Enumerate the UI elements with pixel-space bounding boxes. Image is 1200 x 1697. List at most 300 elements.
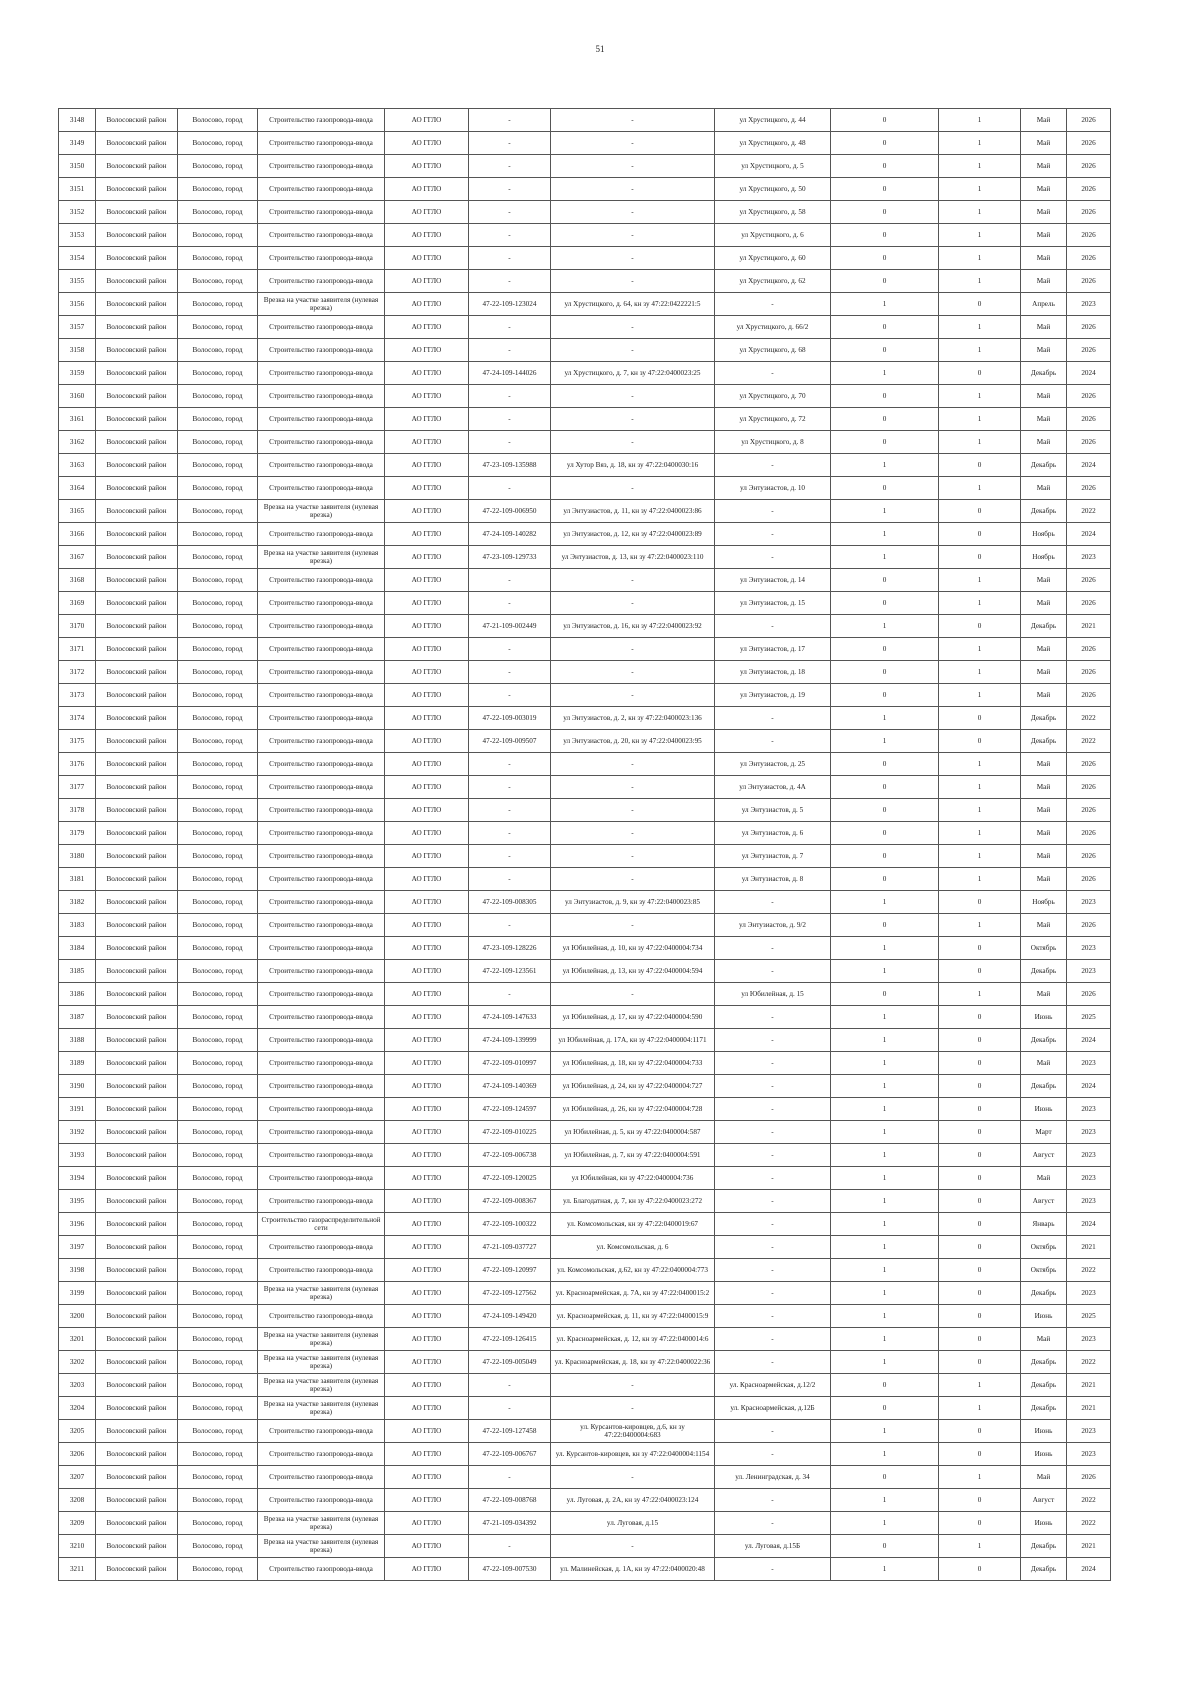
cell-year: 2026 <box>1067 822 1111 845</box>
cell-cadastral-address: ул Юбилейная, д. 17, кн зу 47:22:0400004:590 <box>551 1006 715 1029</box>
cell-year: 2022 <box>1067 1512 1111 1535</box>
cell-month: Май <box>1021 1466 1067 1489</box>
cell-row-number: 3192 <box>59 1121 96 1144</box>
cell-count-b: 0 <box>939 1282 1021 1305</box>
cell-settlement: Волосово, город <box>178 1351 258 1374</box>
cell-year: 2026 <box>1067 270 1111 293</box>
cell-address: ул Хрустицкого, д. 68 <box>715 339 831 362</box>
cell-application-number: - <box>469 109 551 132</box>
cell-district: Волосовский район <box>96 776 178 799</box>
cell-district: Волосовский район <box>96 132 178 155</box>
page-number: 51 <box>595 44 605 54</box>
table-row <box>59 293 1111 316</box>
cell-organization: АО ГГЛО <box>385 224 469 247</box>
cell-month: Май <box>1021 385 1067 408</box>
cell-application-number: 47-24-109-147633 <box>469 1006 551 1029</box>
cell-count-a: 0 <box>831 661 939 684</box>
cell-work-type: Строительство газопровода-ввода <box>258 937 385 960</box>
cell-district: Волосовский район <box>96 178 178 201</box>
cell-row-number: 3154 <box>59 247 96 270</box>
cell-month: Май <box>1021 224 1067 247</box>
cell-work-type: Строительство газопровода-ввода <box>258 1098 385 1121</box>
cell-work-type: Строительство газораспределительной сети <box>258 1213 385 1236</box>
cell-district: Волосовский район <box>96 1535 178 1558</box>
cell-application-number: - <box>469 983 551 1006</box>
cell-month: Май <box>1021 1052 1067 1075</box>
cell-settlement: Волосово, город <box>178 592 258 615</box>
cell-organization: АО ГГЛО <box>385 1052 469 1075</box>
cell-year: 2026 <box>1067 132 1111 155</box>
cell-district: Волосовский район <box>96 523 178 546</box>
cell-work-type: Строительство газопровода-ввода <box>258 592 385 615</box>
cell-month: Октябрь <box>1021 937 1067 960</box>
cell-month: Май <box>1021 638 1067 661</box>
cell-work-type: Строительство газопровода-ввода <box>258 1167 385 1190</box>
cell-settlement: Волосово, город <box>178 155 258 178</box>
cell-year: 2024 <box>1067 1213 1111 1236</box>
cell-work-type: Врезка на участке заявителя (нулевая врезка) <box>258 1512 385 1535</box>
cell-row-number: 3188 <box>59 1029 96 1052</box>
cell-organization: АО ГГЛО <box>385 201 469 224</box>
cell-count-a: 0 <box>831 569 939 592</box>
cell-settlement: Волосово, город <box>178 316 258 339</box>
cell-application-number: - <box>469 592 551 615</box>
cell-settlement: Волосово, город <box>178 1420 258 1443</box>
cell-row-number: 3211 <box>59 1558 96 1581</box>
cell-organization: АО ГГЛО <box>385 1328 469 1351</box>
cell-settlement: Волосово, город <box>178 362 258 385</box>
cell-district: Волосовский район <box>96 730 178 753</box>
cell-organization: АО ГГЛО <box>385 316 469 339</box>
cell-year: 2025 <box>1067 1006 1111 1029</box>
cell-count-b: 1 <box>939 845 1021 868</box>
cell-year: 2024 <box>1067 523 1111 546</box>
cell-year: 2021 <box>1067 1397 1111 1420</box>
table-row <box>59 316 1111 339</box>
cell-month: Май <box>1021 684 1067 707</box>
cell-application-number: 47-22-109-008768 <box>469 1489 551 1512</box>
cell-settlement: Волосово, город <box>178 730 258 753</box>
cell-settlement: Волосово, город <box>178 1075 258 1098</box>
cell-settlement: Волосово, город <box>178 201 258 224</box>
cell-count-a: 1 <box>831 615 939 638</box>
cell-application-number: - <box>469 1397 551 1420</box>
cell-address: ул Энтузиастов, д. 7 <box>715 845 831 868</box>
cell-cadastral-address: ул. Малинейская, д. 1А, кн зу 47:22:0400020:48 <box>551 1558 715 1581</box>
table-row <box>59 638 1111 661</box>
cell-count-b: 1 <box>939 155 1021 178</box>
cell-organization: АО ГГЛО <box>385 1374 469 1397</box>
cell-application-number: - <box>469 638 551 661</box>
cell-count-b: 0 <box>939 1558 1021 1581</box>
cell-settlement: Волосово, город <box>178 1466 258 1489</box>
cell-work-type: Врезка на участке заявителя (нулевая врезка) <box>258 500 385 523</box>
cell-work-type: Строительство газопровода-ввода <box>258 1443 385 1466</box>
cell-year: 2026 <box>1067 477 1111 500</box>
cell-count-a: 0 <box>831 224 939 247</box>
cell-month: Декабрь <box>1021 500 1067 523</box>
cell-count-b: 1 <box>939 201 1021 224</box>
cell-count-a: 1 <box>831 1236 939 1259</box>
cell-cadastral-address: ул Юбилейная, д. 24, кн зу 47:22:0400004:727 <box>551 1075 715 1098</box>
cell-count-a: 1 <box>831 523 939 546</box>
cell-settlement: Волосово, город <box>178 776 258 799</box>
cell-row-number: 3197 <box>59 1236 96 1259</box>
cell-application-number: 47-22-109-010225 <box>469 1121 551 1144</box>
cell-row-number: 3163 <box>59 454 96 477</box>
cell-cadastral-address: ул. Курсантов-кировцев, д.6, кн зу 47:22:0400004:683 <box>551 1420 715 1443</box>
cell-address: - <box>715 1351 831 1374</box>
cell-month: Декабрь <box>1021 1075 1067 1098</box>
cell-cadastral-address: ул Энтузиастов, д. 11, кн зу 47:22:0400023:86 <box>551 500 715 523</box>
cell-year: 2022 <box>1067 730 1111 753</box>
cell-district: Волосовский район <box>96 1006 178 1029</box>
cell-count-b: 0 <box>939 1420 1021 1443</box>
cell-organization: АО ГГЛО <box>385 1098 469 1121</box>
cell-application-number: - <box>469 822 551 845</box>
cell-count-a: 1 <box>831 1328 939 1351</box>
cell-address: ул Хрустицкого, д. 58 <box>715 201 831 224</box>
cell-cadastral-address: ул. Красноармейская, д. 11, кн зу 47:22:0400015:9 <box>551 1305 715 1328</box>
cell-month: Декабрь <box>1021 1351 1067 1374</box>
cell-row-number: 3165 <box>59 500 96 523</box>
cell-year: 2026 <box>1067 845 1111 868</box>
cell-work-type: Врезка на участке заявителя (нулевая врезка) <box>258 1351 385 1374</box>
cell-year: 2026 <box>1067 799 1111 822</box>
cell-cadastral-address: - <box>551 155 715 178</box>
cell-address: ул. Ленинградская, д. 34 <box>715 1466 831 1489</box>
cell-address: - <box>715 960 831 983</box>
cell-month: Май <box>1021 178 1067 201</box>
cell-district: Волосовский район <box>96 799 178 822</box>
cell-cadastral-address: - <box>551 569 715 592</box>
table-row <box>59 1305 1111 1328</box>
cell-district: Волосовский район <box>96 1098 178 1121</box>
cell-count-b: 0 <box>939 707 1021 730</box>
cell-cadastral-address: ул Энтузиастов, д. 13, кн зу 47:22:0400023:110 <box>551 546 715 569</box>
cell-district: Волосовский район <box>96 1075 178 1098</box>
cell-year: 2026 <box>1067 753 1111 776</box>
cell-count-a: 0 <box>831 776 939 799</box>
cell-organization: АО ГГЛО <box>385 569 469 592</box>
cell-address: ул Хрустицкого, д. 8 <box>715 431 831 454</box>
cell-cadastral-address: - <box>551 477 715 500</box>
cell-count-a: 0 <box>831 270 939 293</box>
cell-count-a: 1 <box>831 1259 939 1282</box>
cell-row-number: 3167 <box>59 546 96 569</box>
cell-application-number: - <box>469 477 551 500</box>
cell-count-a: 0 <box>831 592 939 615</box>
cell-district: Волосовский район <box>96 500 178 523</box>
cell-settlement: Волосово, город <box>178 477 258 500</box>
cell-count-b: 1 <box>939 109 1021 132</box>
cell-row-number: 3179 <box>59 822 96 845</box>
cell-month: Август <box>1021 1190 1067 1213</box>
cell-cadastral-address: ул. Красноармейская, д. 12, кн зу 47:22:0400014:6 <box>551 1328 715 1351</box>
cell-district: Волосовский район <box>96 362 178 385</box>
cell-address: ул Энтузиастов, д. 10 <box>715 477 831 500</box>
table-row <box>59 1420 1111 1443</box>
cell-district: Волосовский район <box>96 546 178 569</box>
cell-row-number: 3175 <box>59 730 96 753</box>
cell-count-b: 1 <box>939 1374 1021 1397</box>
cell-count-b: 0 <box>939 1443 1021 1466</box>
cell-cadastral-address: ул Хрустицкого, д. 64, кн зу 47:22:0422221:5 <box>551 293 715 316</box>
table-row <box>59 1558 1111 1581</box>
cell-cadastral-address: ул Юбилейная, д. 7, кн зу 47:22:0400004:591 <box>551 1144 715 1167</box>
cell-month: Апрель <box>1021 293 1067 316</box>
table-row <box>59 247 1111 270</box>
cell-settlement: Волосово, город <box>178 1282 258 1305</box>
cell-row-number: 3184 <box>59 937 96 960</box>
cell-count-b: 0 <box>939 960 1021 983</box>
cell-work-type: Строительство газопровода-ввода <box>258 431 385 454</box>
cell-cadastral-address: ул Юбилейная, кн зу 47:22:0400004:736 <box>551 1167 715 1190</box>
cell-district: Волосовский район <box>96 661 178 684</box>
cell-address: - <box>715 1075 831 1098</box>
cell-settlement: Волосово, город <box>178 891 258 914</box>
cell-settlement: Волосово, город <box>178 1558 258 1581</box>
cell-count-b: 0 <box>939 500 1021 523</box>
cell-district: Волосовский район <box>96 1328 178 1351</box>
cell-district: Волосовский район <box>96 822 178 845</box>
cell-row-number: 3207 <box>59 1466 96 1489</box>
cell-count-b: 0 <box>939 1305 1021 1328</box>
cell-cadastral-address: - <box>551 339 715 362</box>
table-row <box>59 1512 1111 1535</box>
cell-address: - <box>715 1259 831 1282</box>
cell-settlement: Волосово, город <box>178 385 258 408</box>
cell-application-number: 47-22-109-120997 <box>469 1259 551 1282</box>
cell-year: 2023 <box>1067 1443 1111 1466</box>
cell-address: ул Энтузиастов, д. 9/2 <box>715 914 831 937</box>
cell-work-type: Строительство газопровода-ввода <box>258 661 385 684</box>
cell-count-a: 1 <box>831 937 939 960</box>
cell-work-type: Строительство газопровода-ввода <box>258 178 385 201</box>
cell-address: ул Энтузиастов, д. 14 <box>715 569 831 592</box>
cell-row-number: 3173 <box>59 684 96 707</box>
cell-work-type: Строительство газопровода-ввода <box>258 1029 385 1052</box>
cell-count-a: 0 <box>831 684 939 707</box>
cell-month: Май <box>1021 753 1067 776</box>
cell-count-b: 1 <box>939 592 1021 615</box>
cell-cadastral-address: ул Юбилейная, д. 10, кн зу 47:22:0400004:734 <box>551 937 715 960</box>
cell-district: Волосовский район <box>96 914 178 937</box>
cell-month: Июнь <box>1021 1098 1067 1121</box>
table-row <box>59 155 1111 178</box>
cell-count-b: 0 <box>939 1351 1021 1374</box>
cell-cadastral-address: ул. Курсантов-кировцев, кн зу 47:22:0400004:1154 <box>551 1443 715 1466</box>
table-row <box>59 1397 1111 1420</box>
cell-month: Май <box>1021 983 1067 1006</box>
cell-count-a: 1 <box>831 1443 939 1466</box>
cell-cadastral-address: - <box>551 868 715 891</box>
cell-year: 2023 <box>1067 1282 1111 1305</box>
table-row <box>59 1121 1111 1144</box>
cell-work-type: Строительство газопровода-ввода <box>258 1052 385 1075</box>
cell-organization: АО ГГЛО <box>385 454 469 477</box>
cell-organization: АО ГГЛО <box>385 1190 469 1213</box>
cell-application-number: - <box>469 270 551 293</box>
cell-row-number: 3187 <box>59 1006 96 1029</box>
cell-application-number: 47-22-109-124597 <box>469 1098 551 1121</box>
cell-organization: АО ГГЛО <box>385 155 469 178</box>
cell-organization: АО ГГЛО <box>385 1075 469 1098</box>
cell-application-number: - <box>469 247 551 270</box>
cell-work-type: Строительство газопровода-ввода <box>258 615 385 638</box>
cell-count-b: 1 <box>939 132 1021 155</box>
cell-settlement: Волосово, город <box>178 707 258 730</box>
cell-count-a: 0 <box>831 431 939 454</box>
cell-count-a: 0 <box>831 983 939 1006</box>
cell-work-type: Строительство газопровода-ввода <box>258 776 385 799</box>
table-row <box>59 109 1111 132</box>
cell-year: 2023 <box>1067 1190 1111 1213</box>
cell-settlement: Волосово, город <box>178 799 258 822</box>
cell-row-number: 3202 <box>59 1351 96 1374</box>
cell-address: - <box>715 500 831 523</box>
cell-settlement: Волосово, город <box>178 1167 258 1190</box>
cell-work-type: Строительство газопровода-ввода <box>258 753 385 776</box>
cell-count-a: 1 <box>831 546 939 569</box>
cell-application-number: - <box>469 1535 551 1558</box>
cell-count-b: 1 <box>939 408 1021 431</box>
cell-year: 2026 <box>1067 776 1111 799</box>
cell-cadastral-address: ул Энтузиастов, д. 9, кн зу 47:22:0400023:85 <box>551 891 715 914</box>
cell-application-number: 47-22-109-003019 <box>469 707 551 730</box>
cell-work-type: Строительство газопровода-ввода <box>258 983 385 1006</box>
cell-settlement: Волосово, город <box>178 270 258 293</box>
table-row <box>59 1006 1111 1029</box>
cell-count-b: 1 <box>939 178 1021 201</box>
cell-organization: АО ГГЛО <box>385 178 469 201</box>
table-body <box>59 109 1111 1581</box>
cell-cadastral-address: - <box>551 753 715 776</box>
cell-application-number: - <box>469 1466 551 1489</box>
cell-count-a: 0 <box>831 1535 939 1558</box>
cell-cadastral-address: - <box>551 1397 715 1420</box>
cell-work-type: Врезка на участке заявителя (нулевая врезка) <box>258 1397 385 1420</box>
cell-organization: АО ГГЛО <box>385 707 469 730</box>
cell-count-b: 1 <box>939 1535 1021 1558</box>
cell-work-type: Строительство газопровода-ввода <box>258 155 385 178</box>
cell-work-type: Строительство газопровода-ввода <box>258 270 385 293</box>
cell-settlement: Волосово, город <box>178 1213 258 1236</box>
table-row <box>59 799 1111 822</box>
cell-cadastral-address: - <box>551 1466 715 1489</box>
cell-work-type: Врезка на участке заявителя (нулевая врезка) <box>258 1328 385 1351</box>
cell-settlement: Волосово, город <box>178 868 258 891</box>
cell-count-a: 0 <box>831 914 939 937</box>
cell-count-a: 0 <box>831 868 939 891</box>
cell-organization: АО ГГЛО <box>385 477 469 500</box>
cell-work-type: Строительство газопровода-ввода <box>258 1305 385 1328</box>
cell-count-b: 1 <box>939 569 1021 592</box>
cell-year: 2026 <box>1067 684 1111 707</box>
cell-settlement: Волосово, город <box>178 109 258 132</box>
cell-row-number: 3151 <box>59 178 96 201</box>
cell-application-number: 47-22-109-007530 <box>469 1558 551 1581</box>
cell-month: Май <box>1021 592 1067 615</box>
table-row <box>59 1236 1111 1259</box>
cell-count-b: 1 <box>939 776 1021 799</box>
table-row <box>59 914 1111 937</box>
cell-application-number: 47-22-109-126415 <box>469 1328 551 1351</box>
cell-organization: АО ГГЛО <box>385 891 469 914</box>
cell-cadastral-address: - <box>551 109 715 132</box>
cell-application-number: 47-23-109-135988 <box>469 454 551 477</box>
cell-count-b: 1 <box>939 684 1021 707</box>
cell-address: ул Хрустицкого, д. 72 <box>715 408 831 431</box>
cell-row-number: 3203 <box>59 1374 96 1397</box>
cell-count-a: 1 <box>831 1052 939 1075</box>
cell-work-type: Строительство газопровода-ввода <box>258 385 385 408</box>
cell-settlement: Волосово, город <box>178 914 258 937</box>
cell-month: Май <box>1021 799 1067 822</box>
cell-year: 2021 <box>1067 1535 1111 1558</box>
cell-month: Август <box>1021 1144 1067 1167</box>
cell-month: Май <box>1021 132 1067 155</box>
cell-district: Волосовский район <box>96 1167 178 1190</box>
table-row <box>59 684 1111 707</box>
cell-cadastral-address: ул Юбилейная, д. 17А, кн зу 47:22:0400004:1171 <box>551 1029 715 1052</box>
cell-address: - <box>715 937 831 960</box>
cell-year: 2024 <box>1067 362 1111 385</box>
cell-organization: АО ГГЛО <box>385 1259 469 1282</box>
cell-organization: АО ГГЛО <box>385 937 469 960</box>
cell-count-a: 1 <box>831 500 939 523</box>
table-row <box>59 1351 1111 1374</box>
cell-month: Июнь <box>1021 1305 1067 1328</box>
cell-settlement: Волосово, город <box>178 638 258 661</box>
cell-count-b: 1 <box>939 914 1021 937</box>
cell-district: Волосовский район <box>96 385 178 408</box>
cell-work-type: Строительство газопровода-ввода <box>258 247 385 270</box>
cell-count-b: 1 <box>939 753 1021 776</box>
cell-organization: АО ГГЛО <box>385 293 469 316</box>
cell-address: ул Хрустицкого, д. 44 <box>715 109 831 132</box>
cell-count-a: 0 <box>831 477 939 500</box>
cell-row-number: 3210 <box>59 1535 96 1558</box>
cell-year: 2026 <box>1067 661 1111 684</box>
cell-year: 2022 <box>1067 1489 1111 1512</box>
cell-count-a: 1 <box>831 1190 939 1213</box>
cell-settlement: Волосово, город <box>178 546 258 569</box>
cell-cadastral-address: - <box>551 776 715 799</box>
cell-month: Май <box>1021 822 1067 845</box>
cell-row-number: 3168 <box>59 569 96 592</box>
cell-year: 2021 <box>1067 1374 1111 1397</box>
table-row <box>59 1259 1111 1282</box>
cell-organization: АО ГГЛО <box>385 1397 469 1420</box>
cell-organization: АО ГГЛО <box>385 1512 469 1535</box>
cell-settlement: Волосово, город <box>178 224 258 247</box>
cell-year: 2021 <box>1067 1236 1111 1259</box>
cell-row-number: 3199 <box>59 1282 96 1305</box>
cell-row-number: 3183 <box>59 914 96 937</box>
cell-cadastral-address: ул Юбилейная, д. 5, кн зу 47:22:0400004:587 <box>551 1121 715 1144</box>
cell-application-number: 47-21-109-037727 <box>469 1236 551 1259</box>
cell-settlement: Волосово, город <box>178 1190 258 1213</box>
cell-row-number: 3153 <box>59 224 96 247</box>
cell-cadastral-address: - <box>551 224 715 247</box>
cell-count-b: 0 <box>939 891 1021 914</box>
cell-month: Декабрь <box>1021 1397 1067 1420</box>
cell-organization: АО ГГЛО <box>385 431 469 454</box>
cell-application-number: 47-22-109-100322 <box>469 1213 551 1236</box>
cell-address: - <box>715 1305 831 1328</box>
cell-settlement: Волосово, город <box>178 1052 258 1075</box>
